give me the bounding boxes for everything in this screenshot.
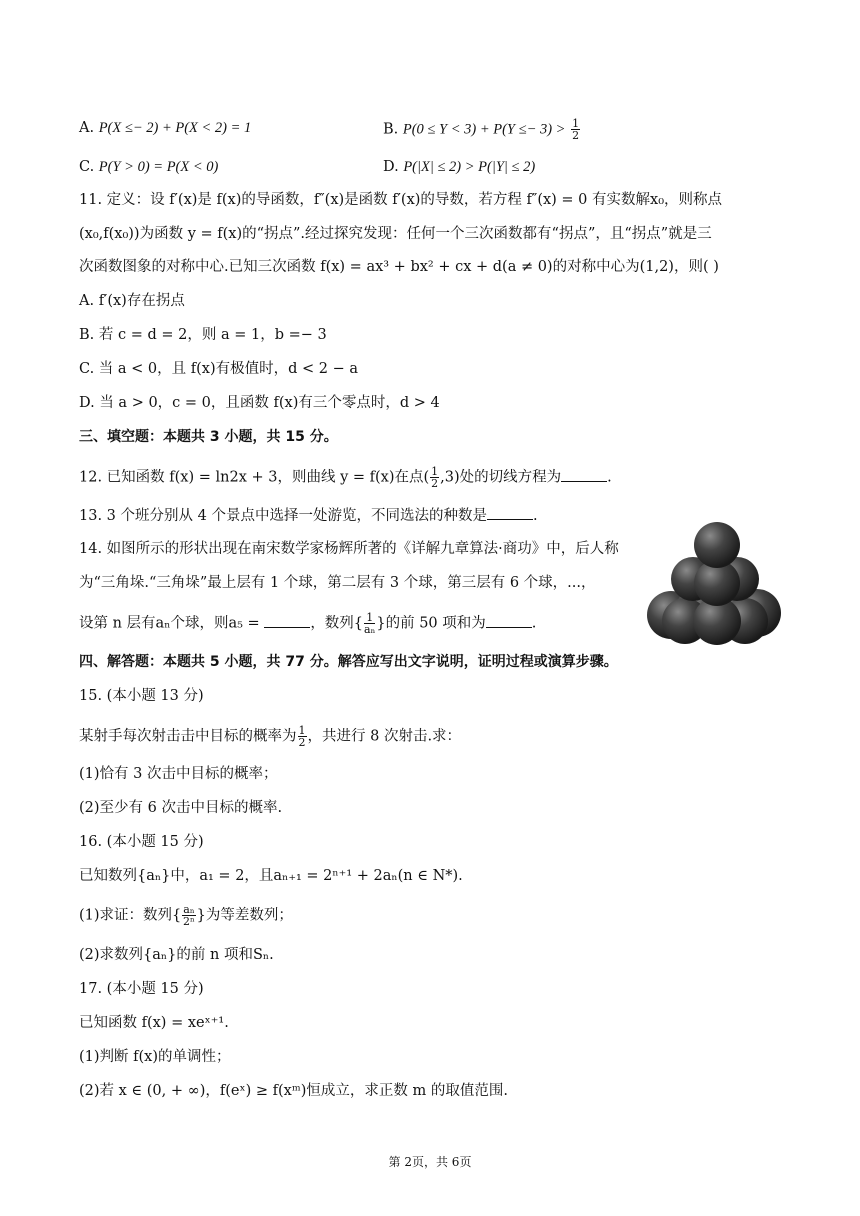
- q11-option-b: B. 若 c = d = 2，则 a = 1，b =− 3: [79, 327, 327, 343]
- q16-part-2: (2)求数列{aₙ}的前 n 项和Sₙ.: [79, 947, 274, 963]
- answer-blank: [561, 467, 607, 482]
- q17-heading: 17. (本小题 15 分): [79, 981, 204, 997]
- q10-option-b: B. P(0 ≤ Y < 3) + P(Y ≤− 3) > $\frac{1}{2}$: [383, 117, 580, 142]
- q15-part-2: (2)至少有 6 次击中目标的概率.: [79, 800, 283, 816]
- q15-part-1: (1)恰有 3 次击中目标的概率；: [79, 766, 278, 782]
- q14-line-2: 为“三角垛.“三角垛”最上层有 1 个球，第二层有 3 个球，第三层有 6 个球，...，: [79, 575, 596, 591]
- q14-line-1: 14. 如图所示的形状出现在南宋数学家杨辉所著的《详解九章算法·商功》中，后人称: [79, 541, 619, 557]
- q11-option-d: D. 当 a > 0，c = 0，且函数 f(x)有三个零点时，d > 4: [79, 395, 440, 411]
- ball-icon: [694, 522, 740, 568]
- q13: 13. 3 个班分别从 4 个景点中选择一处游览，不同选法的种数是 .: [79, 505, 538, 526]
- section-3-heading: 三、填空题：本题共 3 小题，共 15 分。: [79, 429, 338, 445]
- sphere-stack-figure: [645, 517, 785, 645]
- q12: 12. 已知函数 f(x) = ln2x + 3，则曲线 y = f(x)在点( $\frac{1}{2}$ ,3)处的切线方程为 .: [79, 465, 612, 490]
- q14-line-3: 设第 n 层有aₙ个球，则a₅ = ，数列{ $\frac{1}{\text{aₙ}}$ }的前 50 项和为 .: [79, 611, 537, 636]
- q16-heading: 16. (本小题 15 分): [79, 834, 204, 850]
- q15-heading: 15. (本小题 13 分): [79, 688, 204, 704]
- q11-line-1: 11. 定义：设 f′(x)是 f(x)的导函数，f″(x)是函数 f′(x)的导数，若方程 f″(x) = 0 有实数解x₀，则称点: [79, 192, 723, 208]
- q17-part-2: (2)若 x ∈ (0, + ∞)，f(eˣ) ≥ f(xᵐ)恒成立，求正数 m 的取值范围.: [79, 1083, 508, 1099]
- answer-blank: [487, 505, 533, 520]
- q15-stem: 某射手每次射击击中目标的概率为 $\frac{1}{2}$ ，共进行 8 次射击.求：: [79, 724, 462, 749]
- q10-option-c: C. P(Y > 0) = P(X < 0): [79, 159, 219, 175]
- answer-blank: [264, 613, 310, 628]
- q11-line-3: 次函数图象的对称中心.已知三次函数 f(x) = ax³ + bx² + cx + d(a ≠ 0)的对称中心为(1,2)，则( ): [79, 259, 719, 275]
- q10-option-d: D. P(|X| ≤ 2) > P(|Y| ≤ 2): [383, 159, 536, 175]
- page-footer: 第 2页，共 6页: [388, 1155, 472, 1169]
- q17-stem: 已知函数 f(x) = xeˣ⁺¹.: [79, 1015, 229, 1031]
- section-4-heading: 四、解答题：本题共 5 小题，共 77 分。解答应写出文字说明，证明过程或演算步骤。: [79, 654, 618, 670]
- answer-blank: [486, 613, 532, 628]
- q16-stem: 已知数列{aₙ}中，a₁ = 2，且aₙ₊₁ = 2ⁿ⁺¹ + 2aₙ(n ∈ N*).: [79, 868, 463, 884]
- q17-part-1: (1)判断 f(x)的单调性；: [79, 1049, 231, 1065]
- q16-part-1: (1)求证：数列{ $\frac{\text{aₙ}}{\text{2ⁿ}}$ }为等差数列；: [79, 903, 293, 928]
- q11-line-2: (x₀,f(x₀))为函数 y = f(x)的“拐点”.经过探究发现：任何一个三次函数都有“拐点”，且“拐点”就是三: [79, 226, 712, 242]
- q10-option-a: A. P(X ≤− 2) + P(X < 2) = 1: [79, 120, 252, 136]
- q11-option-c: C. 当 a < 0，且 f(x)有极值时，d < 2 − a: [79, 361, 358, 377]
- q11-option-a: A. f′(x)存在拐点: [79, 293, 185, 309]
